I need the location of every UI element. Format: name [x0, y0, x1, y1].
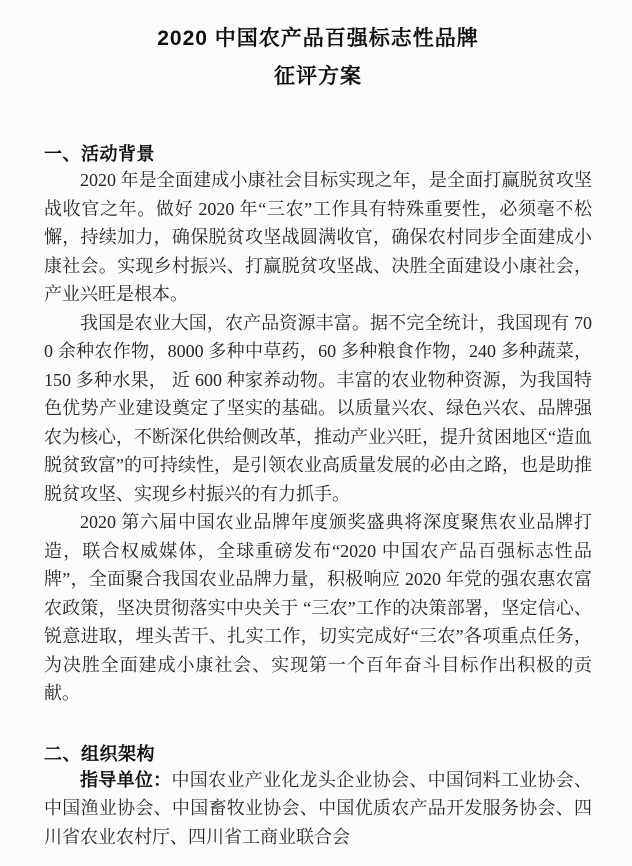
- section-1-paragraph-3: 2020 第六届中国农业品牌年度颁奖盛典将深度聚焦农业品牌打造，联合权威媒体，全球重磅发布“2020 中国农产品百强标志性品牌”，全面聚合我国农业品牌力量，积极响应 2020 年党的强农惠农富农政策，坚决贯彻落实中央关于 “三农”工作的决策部署，坚定信心、锐意进取，埋头苦干、扎实工作，切实完成好“三农”各项重点任务，为决胜全面建成小康社会、实现第一个百年奋斗目标作出积极的贡献。: [44, 512, 592, 703]
- section-1-paragraph-1: 2020 年是全面建成小康社会目标实现之年，是全面打赢脱贫攻坚战收官之年。做好 2020 年“三农”工作具有特殊重要性，必须毫不松懈，持续加力，确保脱贫攻坚战圆满收官，确保农村同步全面建成小康社会。实现乡村振兴、打赢脱贫攻坚战、决胜全面建设小康社会，产业兴旺是根本。: [44, 170, 592, 304]
- section-2-heading: 二、组织架构: [44, 743, 155, 764]
- doc-title-line-2: 征评方案: [274, 65, 362, 88]
- guide-unit-paragraph: [44, 766, 592, 852]
- guide-unit-label: 指导单位：: [80, 769, 172, 790]
- section-1-paragraph-2: 我国是农业大国，农产品资源丰富。据不完全统计，我国现有 700 余种农作物，8000 多种中草药，60 多种粮食作物，240 多种蔬菜，150 多种水果， 近 600 种家养动物。丰富的农业物种资源，为我国特色优势产业建设奠定了坚实的基础。以质量兴农、绿色兴农、品牌强农为核心，不断深化供给侧改革，推动产业兴旺，提升贫困地区“造血脱贫致富”的可持续性，是引领农业高质量发展的必由之路，也是助推脱贫攻坚、实现乡村振兴的有力抓手。: [44, 312, 592, 504]
- guide-unit-text: 中国农业产业化龙头企业协会、中国饲料工业协会、中国渔业协会、中国畜牧业协会、中国优质农产品开发服务协会、四川省农业农村厅、四川省工商业联合会: [44, 769, 593, 847]
- doc-title-line-1: 2020 中国农产品百强标志性品牌: [157, 27, 479, 50]
- section-1-heading: 一、活动背景: [44, 144, 155, 164]
